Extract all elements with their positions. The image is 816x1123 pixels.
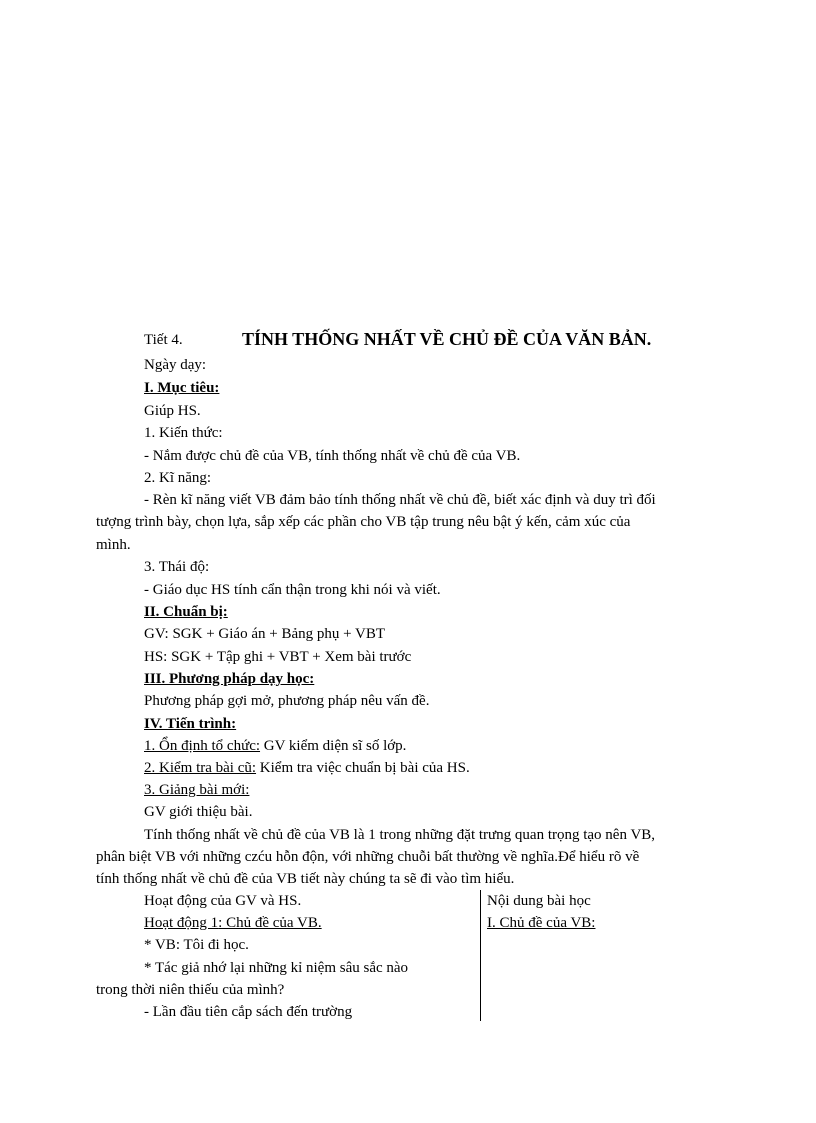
skills-line-1: - Rèn kĩ năng viết VB đảm bảo tính thống nhất về chủ đề, biết xác định và duy trì đối <box>144 492 656 508</box>
right-column-header: Nội dung bài học <box>487 893 591 909</box>
attitude-heading: 3. Thái độ: <box>144 559 210 575</box>
skills-heading: 2. Kĩ năng: <box>144 470 212 486</box>
process-step-3: 3. Giảng bài mới: <box>144 782 250 798</box>
skills-line-3: mình. <box>96 537 131 553</box>
process-step-2 <box>144 758 470 778</box>
lesson-intro: GV giới thiệu bài. <box>144 804 253 820</box>
intro-para-line-1: Tính thống nhất về chủ đề của VB là 1 trong những đặt trưng quan trọng tạo nên VB, <box>144 827 656 843</box>
section-objectives-heading: I. Mục tiêu: <box>144 380 220 396</box>
knowledge-heading: 1. Kiến thức: <box>144 425 223 441</box>
activity-item-2-line-2: trong thời niên thiếu của mình? <box>96 982 285 998</box>
column-divider <box>480 890 481 1021</box>
activity-1-text: : Chủ đề của VB. <box>218 915 322 931</box>
step-2-label: 2. Kiểm tra bài cũ: <box>144 760 257 776</box>
content-heading-1: I. Chủ đề của VB: <box>487 915 596 931</box>
step-1-label: 1. Ổn định tổ chức: <box>144 738 261 754</box>
section-preparation-heading: II. Chuẩn bị: <box>144 604 228 620</box>
section-process-heading: IV. Tiến trình: <box>144 716 237 732</box>
lesson-number: Tiết 4. <box>144 332 183 348</box>
step-2-text: Kiểm tra việc chuẩn bị bài của HS. <box>256 760 470 776</box>
skills-line-2: tượng trình bày, chọn lựa, sắp xếp các phần cho VB tập trung nêu bật ý kến, cảm xúc của <box>96 514 631 530</box>
activity-1-label: Hoạt động 1 <box>144 915 219 931</box>
left-column-header: Hoạt động của GV và HS. <box>144 893 302 909</box>
activity-1-heading <box>144 913 322 933</box>
section-methods-heading: III. Phương pháp dạy học: <box>144 671 315 687</box>
document-title: TÍNH THỐNG NHẤT VỀ CHỦ ĐỀ CỦA VĂN BẢN. <box>242 329 652 349</box>
activity-item-1: * VB: Tôi đi học. <box>144 937 249 953</box>
date-label: Ngày dạy: <box>144 357 207 373</box>
activity-item-3: - Lần đầu tiên cắp sách đến trường <box>144 1004 353 1020</box>
intro-para-line-3: tính thống nhất về chủ đề của VB tiết này chúng ta sẽ đi vào tìm hiểu. <box>96 871 515 887</box>
preparation-hs: HS: SGK + Tập ghi + VBT + Xem bài trước <box>144 649 412 665</box>
methods-text: Phương pháp gợi mở, phương pháp nêu vấn đề. <box>144 693 430 709</box>
attitude-text: - Giáo dục HS tính cẩn thận trong khi nói và viết. <box>144 582 441 598</box>
process-step-1 <box>144 736 406 756</box>
knowledge-text: - Nắm được chủ đề của VB, tính thống nhất về chủ đề của VB. <box>144 448 521 464</box>
intro-para-line-2: phân biệt VB với những czću hỗn độn, với những chuỗi bất thường về nghĩa.Để hiểu rõ về <box>96 849 640 865</box>
objectives-intro: Giúp HS. <box>144 403 201 419</box>
activity-item-2-line-1: * Tác giả nhớ lại những kỉ niệm sâu sắc nào <box>144 960 409 976</box>
step-1-text: GV kiểm diện sĩ số lớp. <box>260 738 407 754</box>
preparation-gv: GV: SGK + Giáo án + Bảng phụ + VBT <box>144 626 386 642</box>
